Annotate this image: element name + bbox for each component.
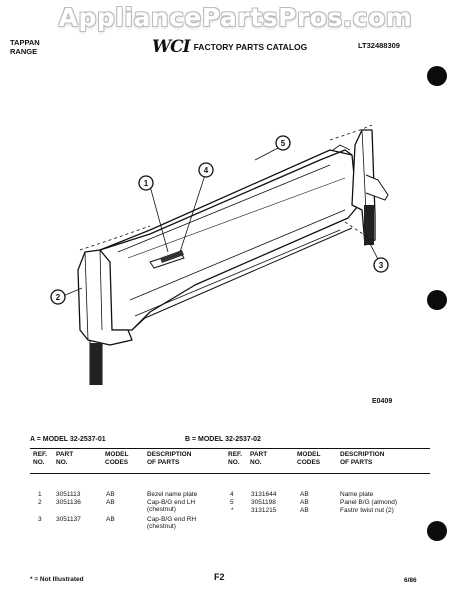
model-a: A = MODEL 32-2537-01 xyxy=(30,436,106,443)
header-ref-no-right: REF. NO. xyxy=(228,451,243,466)
model-code: AB xyxy=(106,491,115,498)
part-description: Bezel name plate xyxy=(147,491,198,498)
part-no: 3131644 xyxy=(251,491,277,498)
part-no: 3051137 xyxy=(56,516,81,523)
part-description: Panel B/G (almond) xyxy=(340,499,398,506)
ref-no: 1 xyxy=(38,491,42,498)
product-type: RANGE xyxy=(10,47,38,56)
callout-1: 1 xyxy=(143,179,149,188)
header-model-codes-right: MODEL CODES xyxy=(297,451,321,466)
callout-5: 5 xyxy=(280,139,286,148)
figure-id: E0409 xyxy=(372,398,393,405)
part-description: Fastnr twist nut (2) xyxy=(340,507,394,514)
callout-4: 4 xyxy=(203,166,209,175)
table-rule-top xyxy=(30,448,430,449)
part-no: 3131215 xyxy=(251,507,277,514)
header-ref-no-left: REF. NO. xyxy=(33,451,48,466)
header-model-codes-left: MODEL CODES xyxy=(105,451,129,466)
catalog-name: FACTORY PARTS CATALOG xyxy=(193,42,308,52)
footnote: * = Not Illustrated xyxy=(30,576,84,583)
site-watermark: AppliancePartsPros.com xyxy=(58,3,413,32)
part-no: 3051198 xyxy=(251,499,276,506)
header-part-no-right: PART NO. xyxy=(250,451,268,466)
catalog-number: LT32488309 xyxy=(358,41,400,50)
model-code: AB xyxy=(300,499,309,506)
page-number: F2 xyxy=(214,572,225,582)
part-no: 3051136 xyxy=(56,499,81,506)
ref-no: 2 xyxy=(38,499,42,506)
model-b: B = MODEL 32-2537-02 xyxy=(185,436,261,443)
ref-no: 3 xyxy=(38,516,42,523)
callout-3: 3 xyxy=(378,261,384,270)
ref-no: 5 xyxy=(230,499,234,506)
callout-2: 2 xyxy=(55,293,61,302)
ref-no: 4 xyxy=(230,491,234,498)
model-code: AB xyxy=(300,491,309,498)
header-part-no-left: PART NO. xyxy=(56,451,74,466)
backguard-panel xyxy=(100,150,358,330)
ref-no: * xyxy=(231,507,234,514)
part-description: Name plate xyxy=(340,491,374,498)
print-date: 6/86 xyxy=(404,577,417,584)
part-no: 3051113 xyxy=(56,491,81,498)
part-description: Cap-B/G end RH (chestnut) xyxy=(147,516,197,530)
part-description: Cap-B/G end LH (chestnut) xyxy=(147,499,196,513)
model-code: AB xyxy=(106,516,115,523)
brand-name: TAPPAN xyxy=(10,38,40,47)
header-description-left: DESCRIPTION OF PARTS xyxy=(147,451,192,466)
model-code: AB xyxy=(106,499,115,506)
model-code: AB xyxy=(300,507,309,514)
wci-logo: WCI xyxy=(152,37,190,57)
table-rule-header xyxy=(30,473,430,474)
header-description-right: DESCRIPTION OF PARTS xyxy=(340,451,385,466)
